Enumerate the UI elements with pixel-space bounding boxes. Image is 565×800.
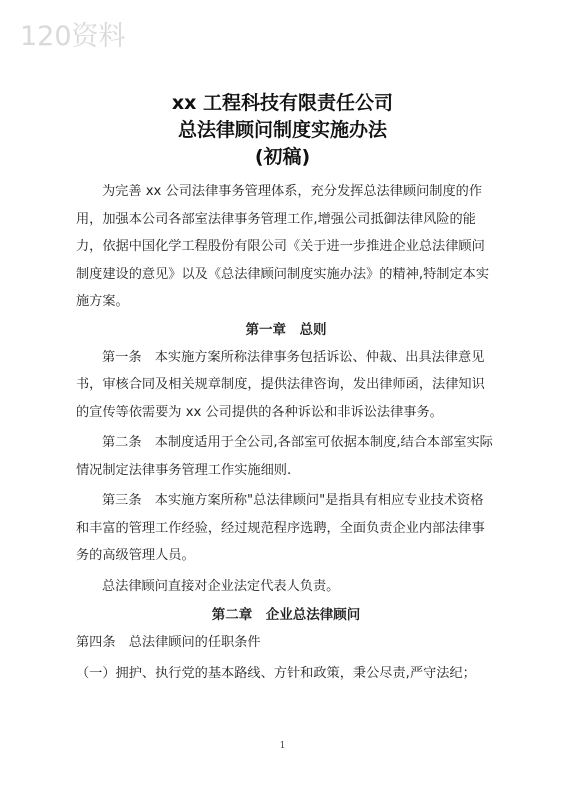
article-3: 第三条 本实施方案所称"总法律顾问"是指具有相应专业技术资格和丰富的管理工作经验，经过规范程序选聘，全面负责企业内部法律事务的高级管理人员。 bbox=[76, 493, 485, 563]
watermark-text: 120资料 bbox=[20, 21, 126, 52]
title-draft: (初稿) bbox=[254, 146, 311, 168]
chapter-1-heading: 第一章 总则 bbox=[245, 321, 327, 338]
chapter-2-heading: 第二章 企业总法律顾问 bbox=[211, 607, 361, 623]
article-1: 第一条 本实施方案所称法律事务包括诉讼、仲裁、出具法律意见书，审核合同及相关规章制度，提供法律咨询，发出律师函，法律知识的宣传等依需要为 xx 公司提供的各种诉讼和非诉讼法律事务。 bbox=[76, 349, 485, 420]
document-body bbox=[76, 178, 496, 687]
article-4-item-1: （一）拥护、执行党的基本路线、方针和政策，秉公尽责,严守法纪； bbox=[76, 665, 476, 681]
document-title bbox=[0, 90, 565, 171]
intro-paragraph: 为完善 xx 公司法律事务管理体系，充分发挥总法律顾问制度的作用，加强本公司各部室法律事务管理工作,增强公司抵御法律风险的能力，依据中国化学工程股份有限公司《关于进一步推进企业总法律顾问制度建设的意见》以及《总法律顾问制度实施办法》的精神,特制定本实施方案。 bbox=[76, 184, 490, 309]
title-main: 总法律顾问制度实施办法 bbox=[177, 119, 387, 141]
article-2: 第二条 本制度适用于全公司,各部室可依据本制度,结合本部室实际情况制定法律事务管理工作实施细则. bbox=[76, 435, 493, 478]
page-number: 1 bbox=[279, 741, 286, 751]
title-company: xx 工程科技有限责任公司 bbox=[171, 92, 394, 114]
article-4: 第四条 总法律顾问的任职条件 bbox=[76, 635, 261, 650]
article-3-supplement: 总法律顾问直接对企业法定代表人负责。 bbox=[102, 578, 340, 594]
